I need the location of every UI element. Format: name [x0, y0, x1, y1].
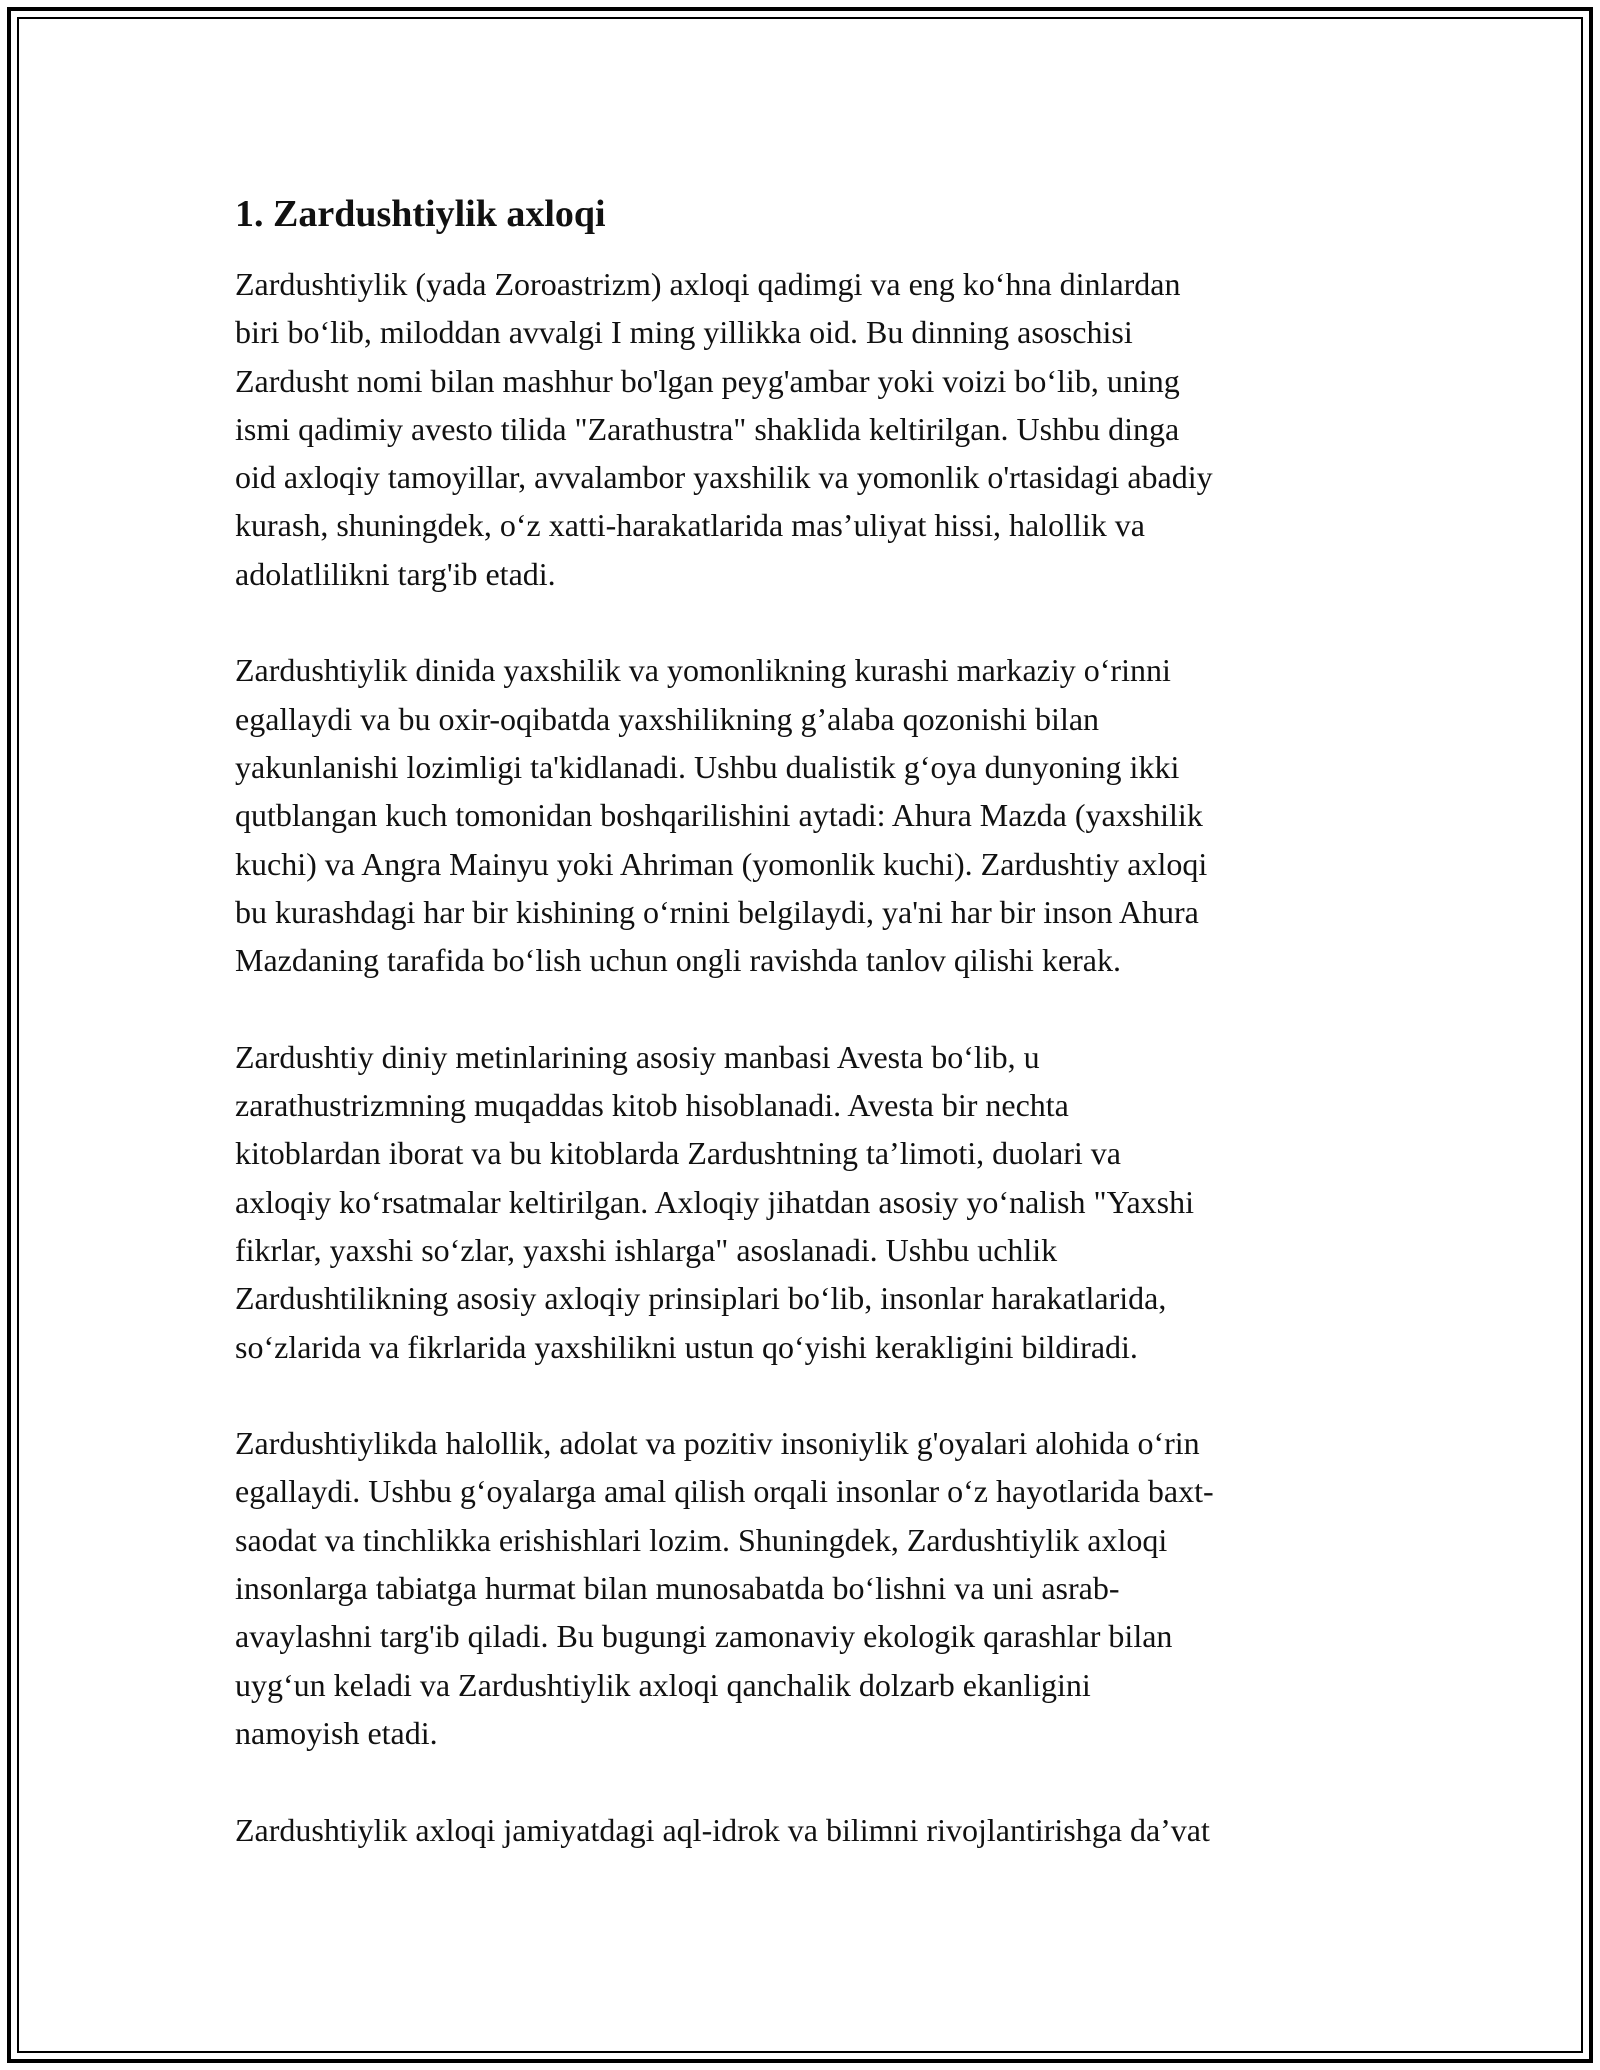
paragraph-3 [235, 1033, 1375, 1371]
text-line: ismi qadimiy avesto tilida "Zarathustra" shaklida keltirilgan. Ushbu dinga [235, 410, 1180, 447]
text-line: kurash, shuningdek, o‘z xatti-harakatlarida mas’uliyat hissi, halollik va [235, 507, 1145, 544]
text-line: Zardushtiylik (yada Zoroastrizm) axloqi qadimgi va eng ko‘hna dinlardan [235, 266, 1181, 302]
text-line: Mazdaning tarafida bo‘lish uchun ongli ravishda tanlov qilishi kerak. [235, 942, 1121, 979]
text-line: insonlarga tabiatga hurmat bilan munosabatda bo‘lishni va uni asrab- [235, 1570, 1120, 1607]
text-line: adolatlilikni targ'ib etadi. [235, 555, 556, 592]
text-line: zarathustrizmning muqaddas kitob hisoblanadi. Avesta bir nechta [235, 1087, 1069, 1124]
text-line: Zardushtiylikda halollik, adolat va pozitiv insoniylik g'oyalari alohida o‘rin [235, 1425, 1200, 1462]
text-line: namoyish etadi. [235, 1714, 438, 1751]
text-line: avaylashni targ'ib qiladi. Bu bugungi zamonaviy ekologik qarashlar bilan [235, 1618, 1173, 1655]
text-line: bu kurashdagi har bir kishining o‘rnini belgilaydi, ya'ni har bir inson Ahura [235, 893, 1199, 930]
text-line: oid axloqiy tamoyillar, avvalambor yaxshilik va yomonlik o'rtasidagi abadiy [235, 459, 1213, 496]
text-line: egallaydi. Ushbu g‘oyalarga amal qilish orqali insonlar o‘z hayotlarida baxt- [235, 1473, 1214, 1510]
paragraph-2 [235, 646, 1375, 984]
text-line: uyg‘un keladi va Zardushtiylik axloqi qanchalik dolzarb ekanligini [235, 1666, 1091, 1703]
text-line: Zardushtiylik axloqi jamiyatdagi aql-idrok va bilimni rivojlantirishga da’vat [235, 1811, 1210, 1848]
text-line: so‘zlarida va fikrlarida yaxshilikni ustun qo‘yishi kerakligini bildiradi. [235, 1328, 1138, 1365]
section-heading: 1. Zardushtiylik axloqi [235, 193, 606, 235]
text-line: fikrlar, yaxshi so‘zlar, yaxshi ishlarga" asoslanadi. Ushbu uchlik [235, 1231, 1058, 1268]
text-line: axloqiy ko‘rsatmalar keltirilgan. Axloqiy jihatdan asosiy yo‘nalish "Yaxshi [235, 1183, 1195, 1220]
text-line: biri bo‘lib, miloddan avvalgi I ming yillikka oid. Bu dinning asoschisi [235, 314, 1133, 351]
text-line: qutblangan kuch tomonidan boshqarilishini aytadi: Ahura Mazda (yaxshilik [235, 797, 1203, 834]
paragraph-4 [235, 1419, 1375, 1757]
text-line: Zardushtilikning asosiy axloqiy prinsiplari bo‘lib, insonlar harakatlarida, [235, 1280, 1167, 1317]
text-line: Zardusht nomi bilan mashhur bo'lgan peyg'ambar yoki voizi bo‘lib, uning [235, 362, 1180, 399]
document-body [235, 186, 1375, 1902]
text-line: kitoblardan iborat va bu kitoblarda Zardushtning ta’limoti, duolari va [235, 1135, 1121, 1172]
text-line: Zardushtiy diniy metinlarining asosiy manbasi Avesta bo‘lib, u [235, 1038, 1040, 1075]
text-line: Zardushtiylik dinida yaxshilik va yomonlikning kurashi markaziy o‘rinni [235, 652, 1171, 689]
text-line: egallaydi va bu oxir-oqibatda yaxshilikning g’alaba qozonishi bilan [235, 700, 1100, 737]
paragraph-5 [235, 1806, 1375, 1854]
paragraph-1 [235, 260, 1375, 598]
text-line: yakunlanishi lozimligi ta'kidlanadi. Ushbu dualistik g‘oya dunyoning ikki [235, 748, 1180, 785]
text-line: kuchi) va Angra Mainyu yoki Ahriman (yomonlik kuchi). Zardushtiy axloqi [235, 845, 1208, 882]
text-line: saodat va tinchlikka erishishlari lozim. Shuningdek, Zardushtiylik axloqi [235, 1521, 1168, 1558]
